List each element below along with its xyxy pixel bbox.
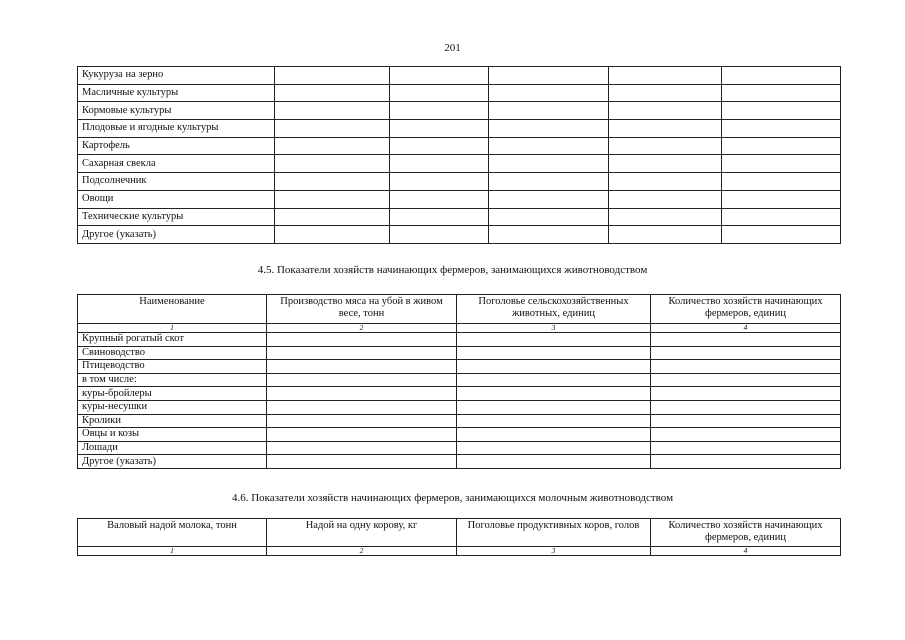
dairy-header-row xyxy=(78,519,841,547)
empty-cell xyxy=(457,387,651,401)
empty-cell xyxy=(651,333,841,347)
empty-cell xyxy=(275,137,390,155)
row-label: Другое (указать) xyxy=(78,226,275,244)
empty-cell xyxy=(489,120,609,138)
empty-cell xyxy=(609,102,722,120)
empty-cell xyxy=(722,67,841,85)
section-4-6-title: 4.6. Показатели хозяйств начинающих фермеров, занимающихся молочным животноводством xyxy=(231,492,674,504)
row-label: Птицеводство xyxy=(78,360,267,374)
crop-row xyxy=(78,84,841,102)
crop-row xyxy=(78,137,841,155)
row-label: Овцы и козы xyxy=(78,428,267,442)
header-yield-per-cow: Надой на одну корову, кг xyxy=(267,519,457,547)
empty-cell xyxy=(390,120,489,138)
empty-cell xyxy=(651,373,841,387)
empty-cell xyxy=(609,67,722,85)
empty-cell xyxy=(390,155,489,173)
empty-cell xyxy=(651,360,841,374)
crop-row xyxy=(78,173,841,191)
header-farms-count: Количество хозяйств начинающих фермеров, единиц xyxy=(651,295,841,324)
row-label: Кормовые культуры xyxy=(78,102,275,120)
crop-row xyxy=(78,102,841,120)
empty-cell xyxy=(489,173,609,191)
column-number: 1 xyxy=(78,547,267,556)
livestock-row xyxy=(78,400,841,414)
column-number: 4 xyxy=(651,547,841,556)
livestock-row xyxy=(78,333,841,347)
row-label: Масличные культуры xyxy=(78,84,275,102)
empty-cell xyxy=(609,226,722,244)
livestock-row xyxy=(78,346,841,360)
empty-cell xyxy=(651,400,841,414)
column-number: 2 xyxy=(267,547,457,556)
empty-cell xyxy=(267,346,457,360)
empty-cell xyxy=(457,414,651,428)
empty-cell xyxy=(390,190,489,208)
row-label: в том числе: xyxy=(78,373,267,387)
empty-cell xyxy=(609,120,722,138)
empty-cell xyxy=(457,428,651,442)
empty-cell xyxy=(275,155,390,173)
dairy-table xyxy=(77,518,841,556)
empty-cell xyxy=(457,400,651,414)
empty-cell xyxy=(267,360,457,374)
crop-row xyxy=(78,208,841,226)
header-name: Наименование xyxy=(78,295,267,324)
empty-cell xyxy=(390,84,489,102)
empty-cell xyxy=(457,333,651,347)
livestock-row xyxy=(78,428,841,442)
empty-cell xyxy=(609,84,722,102)
empty-cell xyxy=(267,455,457,469)
empty-cell xyxy=(267,428,457,442)
row-label: Овощи xyxy=(78,190,275,208)
empty-cell xyxy=(275,173,390,191)
empty-cell xyxy=(651,428,841,442)
row-label: куры-несушки xyxy=(78,400,267,414)
empty-cell xyxy=(275,67,390,85)
empty-cell xyxy=(722,208,841,226)
empty-cell xyxy=(609,208,722,226)
livestock-row xyxy=(78,455,841,469)
empty-cell xyxy=(651,346,841,360)
column-number: 3 xyxy=(457,324,651,333)
crop-row xyxy=(78,120,841,138)
empty-cell xyxy=(609,137,722,155)
header-milk-yield: Валовый надой молока, тонн xyxy=(78,519,267,547)
livestock-row xyxy=(78,373,841,387)
empty-cell xyxy=(651,441,841,455)
empty-cell xyxy=(489,155,609,173)
empty-cell xyxy=(267,400,457,414)
empty-cell xyxy=(267,441,457,455)
livestock-row xyxy=(78,360,841,374)
empty-cell xyxy=(267,414,457,428)
column-number: 1 xyxy=(78,324,267,333)
column-number: 4 xyxy=(651,324,841,333)
empty-cell xyxy=(489,67,609,85)
empty-cell xyxy=(489,102,609,120)
empty-cell xyxy=(457,441,651,455)
header-cows-count: Поголовье продуктивных коров, голов xyxy=(457,519,651,547)
header-meat-production: Производство мяса на убой в живом весе, тонн xyxy=(267,295,457,324)
empty-cell xyxy=(722,137,841,155)
column-number: 2 xyxy=(267,324,457,333)
row-label: Плодовые и ягодные культуры xyxy=(78,120,275,138)
empty-cell xyxy=(722,120,841,138)
row-label: Подсолнечник xyxy=(78,173,275,191)
page-number: 201 xyxy=(444,42,461,54)
livestock-row xyxy=(78,414,841,428)
empty-cell xyxy=(609,173,722,191)
crops-table xyxy=(77,66,841,244)
empty-cell xyxy=(722,155,841,173)
empty-cell xyxy=(390,67,489,85)
row-label: куры-бройлеры xyxy=(78,387,267,401)
empty-cell xyxy=(390,173,489,191)
empty-cell xyxy=(457,455,651,469)
header-livestock-count: Поголовье сельскохозяйственных животных, единиц xyxy=(457,295,651,324)
column-number: 3 xyxy=(457,547,651,556)
empty-cell xyxy=(489,190,609,208)
empty-cell xyxy=(609,155,722,173)
empty-cell xyxy=(489,226,609,244)
row-label: Технические культуры xyxy=(78,208,275,226)
empty-cell xyxy=(275,226,390,244)
livestock-row xyxy=(78,387,841,401)
empty-cell xyxy=(457,346,651,360)
empty-cell xyxy=(651,387,841,401)
empty-cell xyxy=(275,120,390,138)
row-label: Свиноводство xyxy=(78,346,267,360)
empty-cell xyxy=(275,102,390,120)
empty-cell xyxy=(390,226,489,244)
empty-cell xyxy=(390,102,489,120)
section-4-5-title: 4.5. Показатели хозяйств начинающих фермеров, занимающихся животноводством xyxy=(257,264,648,276)
dairy-number-row xyxy=(78,547,841,556)
crop-row xyxy=(78,190,841,208)
empty-cell xyxy=(722,190,841,208)
empty-cell xyxy=(651,414,841,428)
row-label: Картофель xyxy=(78,137,275,155)
crop-row xyxy=(78,226,841,244)
empty-cell xyxy=(722,226,841,244)
empty-cell xyxy=(489,137,609,155)
empty-cell xyxy=(457,360,651,374)
empty-cell xyxy=(722,173,841,191)
empty-cell xyxy=(489,208,609,226)
row-label: Кролики xyxy=(78,414,267,428)
empty-cell xyxy=(275,190,390,208)
row-label: Другое (указать) xyxy=(78,455,267,469)
empty-cell xyxy=(390,208,489,226)
livestock-header-row xyxy=(78,295,841,324)
empty-cell xyxy=(722,84,841,102)
empty-cell xyxy=(267,373,457,387)
row-label: Лошади xyxy=(78,441,267,455)
empty-cell xyxy=(275,84,390,102)
row-label: Кукуруза на зерно xyxy=(78,67,275,85)
empty-cell xyxy=(489,84,609,102)
empty-cell xyxy=(275,208,390,226)
empty-cell xyxy=(651,455,841,469)
row-label: Сахарная свекла xyxy=(78,155,275,173)
row-label: Крупный рогатый скот xyxy=(78,333,267,347)
empty-cell xyxy=(390,137,489,155)
empty-cell xyxy=(267,333,457,347)
empty-cell xyxy=(609,190,722,208)
empty-cell xyxy=(722,102,841,120)
livestock-number-row xyxy=(78,324,841,333)
crop-row xyxy=(78,155,841,173)
empty-cell xyxy=(267,387,457,401)
livestock-table xyxy=(77,294,841,469)
crop-row xyxy=(78,67,841,85)
empty-cell xyxy=(457,373,651,387)
header-farms-count: Количество хозяйств начинающих фермеров, единиц xyxy=(651,519,841,547)
livestock-row xyxy=(78,441,841,455)
